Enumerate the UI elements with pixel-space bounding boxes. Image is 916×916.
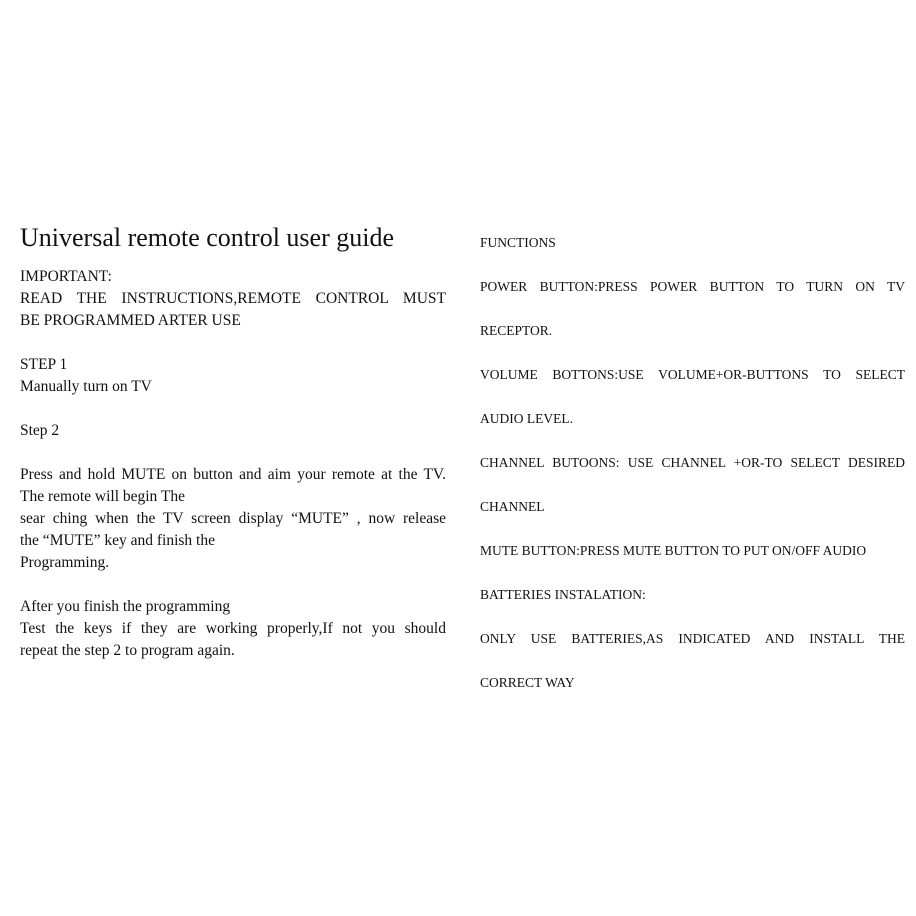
document-title: Universal remote control user guide <box>20 223 394 252</box>
channel-buttons-line: CHANNEL BUTOONS: USE CHANNEL +OR-TO SELECT DESIRED <box>480 455 905 470</box>
mute-button-line: MUTE BUTTON:PRESS MUTE BUTTON TO PUT ON/OFF AUDIO <box>480 543 867 558</box>
batteries-line: CORRECT WAY <box>480 675 575 690</box>
important-text-line: READ THE INSTRUCTIONS,REMOTE CONTROL MUST <box>20 290 446 307</box>
step1-section <box>20 354 446 398</box>
step1-text: Manually turn on TV <box>20 378 152 395</box>
important-text-line: BE PROGRAMMED ARTER USE <box>20 312 241 329</box>
power-button-line: POWER BUTTON:PRESS POWER BUTTON TO TURN ON TV <box>480 279 905 294</box>
batteries-line: ONLY USE BATTERIES,AS INDICATED AND INSTALL THE <box>480 631 905 646</box>
step1-label: STEP 1 <box>20 356 68 373</box>
step2-text-line: the “MUTE” key and finish the <box>20 532 215 549</box>
user-guide-left-column <box>20 222 446 662</box>
volume-buttons-line: VOLUME BOTTONS:USE VOLUME+OR-BUTTONS TO SELECT <box>480 367 905 382</box>
step2-label: Step 2 <box>20 422 60 439</box>
step2-text-line: sear ching when the TV screen display “MUTE” , now release <box>20 510 446 527</box>
important-section <box>20 266 446 332</box>
step2-heading-section <box>20 420 446 442</box>
step2-text-line: Programming. <box>20 554 110 571</box>
step2-text-line: Press and hold MUTE on button and aim your remote at the TV. <box>20 466 446 483</box>
channel-buttons-line: CHANNEL <box>480 499 545 514</box>
after-text-line: repeat the step 2 to program again. <box>20 642 235 659</box>
functions-right-column <box>480 232 905 716</box>
step2-text-line: The remote will begin The <box>20 488 185 505</box>
functions-heading: FUNCTIONS <box>480 235 556 250</box>
important-label: IMPORTANT: <box>20 268 112 285</box>
power-button-line: RECEPTOR. <box>480 323 553 338</box>
after-text-line: Test the keys if they are working properly,If not you should <box>20 620 446 637</box>
after-programming-section <box>20 596 446 662</box>
volume-buttons-line: AUDIO LEVEL. <box>480 411 573 426</box>
after-text-line: After you finish the programming <box>20 598 231 615</box>
step2-instructions <box>20 464 446 574</box>
batteries-heading: BATTERIES INSTALATION: <box>480 587 646 602</box>
